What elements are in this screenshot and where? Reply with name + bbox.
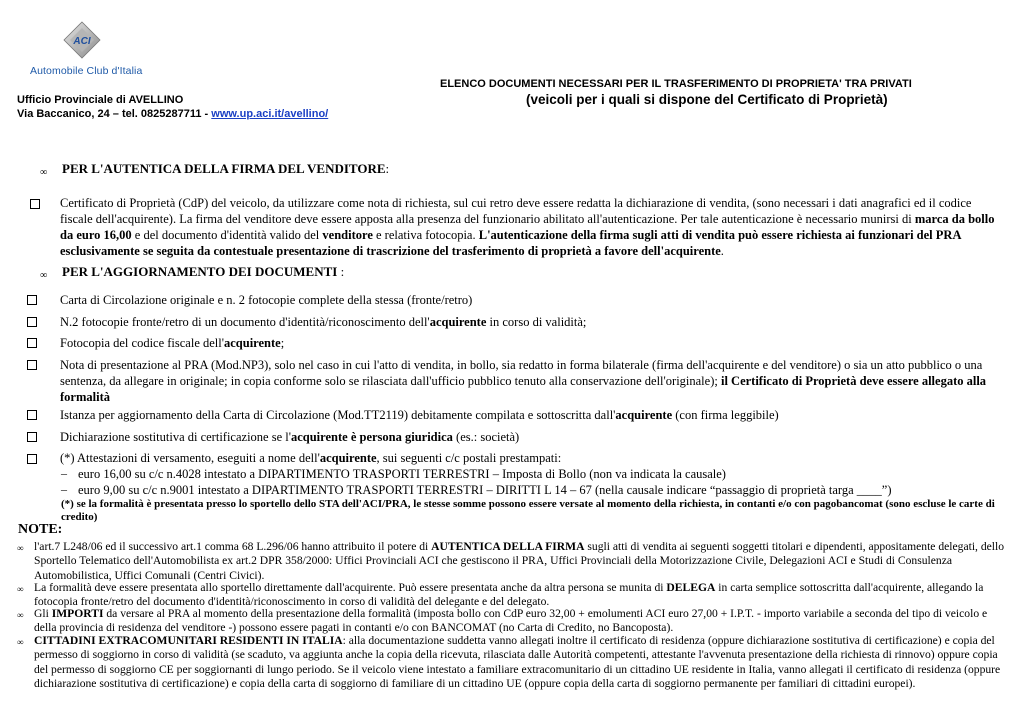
note-delega: La formalità deve essere presentata allo sportello direttamente dall'acquirente. Può essere presentata anche da altra persona se munita di DELEGA in carta semplice sottoscritta dall'acquirente, allegando la fotocopia fronte/retro del documento d'identità/riconoscimento in corso di validità del delegante e del delegato.	[34, 581, 984, 609]
note-importi: Gli IMPORTI da versare al PRA al momento della presentazione della formalità (imposta bollo con CdP euro 32,00 + emolumenti ACI euro 27,00 + I.P.T. - importo variabile a seconda del tipo di veicolo e della provincia di residenza del venditore -) possono essere pagati in contanti e/o con BANCOMAT (no Carta di Credito, no Bancoposta).	[34, 607, 988, 635]
document-subtitle: (veicoli per i quali si dispone del Certificato di Proprietà)	[526, 92, 888, 107]
document-title: ELENCO DOCUMENTI NECESSARI PER IL TRASFERIMENTO DI PROPRIETA' TRA PRIVATI	[440, 78, 912, 90]
bullet-icon: ∞	[17, 543, 24, 553]
bullet-icon: ∞	[17, 610, 24, 620]
website-link[interactable]: www.up.aci.it/avellino/	[211, 108, 329, 120]
logo-caption: Automobile Club d'Italia	[30, 65, 143, 77]
item-attestazioni-versamento: (*) Attestazioni di versamento, eseguiti a nome dell'acquirente, sui seguenti c/c postali prestampati:	[60, 451, 562, 465]
office-name: Ufficio Provinciale di AVELLINO	[17, 94, 184, 106]
item-nota-presentazione: Nota di presentazione al PRA (Mod.NP3), solo nel caso in cui l'atto di vendita, in bollo, sia redatto in forma bilaterale (firma dell'acquirente e del venditore) o sia un atto pubblico o una sentenza, da allegare in originale; in copia conforme solo se rilasciata dall'ufficio pubblico tenuto alla conservazione dell'originale); il Certificato di Proprietà deve essere allegato alla formalità	[60, 358, 987, 404]
note-autentica: l'art.7 L248/06 ed il successivo art.1 comma 68 L.296/06 hanno attribuito il potere di AUTENTICA DELLA FIRMA sugli atti di vendita ai seguenti soggetti titolari e dipendenti, appositamente delegati, dello Sportello Telematico dell'Automobilista ex art.2 DPR 358/2000: Uffici Provinciali ACI che gestiscono il PRA, Uffici Provinciali della Motorizzazione Civile, Delegazioni ACI e Studi di Consulenza Automobilistica, Uffici Comunali (Centri Civici).	[34, 540, 1005, 582]
dash-marker: –	[61, 482, 67, 496]
notes-title: NOTE:	[18, 522, 63, 537]
item-carta-circolazione: Carta di Circolazione originale e n. 2 fotocopie complete della stessa (fronte/retro)	[60, 293, 473, 307]
section-heading-aggiornamento: PER L'AGGIORNAMENTO DEI DOCUMENTI :	[62, 264, 345, 279]
note-cittadini-extracomunitari: CITTADINI EXTRACOMUNITARI RESIDENTI IN ITALIA: alla documentazione suddetta vanno allegati inoltre il certificato di residenza (oppure dichiarazione sostitutiva di certificazione) e copia del permesso di soggiorno in corso di validità (se scaduto, va aggiunta anche la copia della ricevuta, rilasciata dalle Autorità competenti, attestante l'avvenuta presentazione della richiesta di rinnovo) oppure copia del permesso di soggiorno CE per soggiornanti di lungo periodo. Se il veicolo viene intestato a familiare extracomunitario di un cittadino UE residente in Italia, vanno allegati il certificato di residenza (oppure dichiarazione sostitutiva di certificazione) e copia della carta di soggiorno di familiare di un cittadino UE (oppure copia della carta di soggiorno permanente per familiari di cittadini europei).	[34, 634, 1001, 690]
svg-text:ACI: ACI	[73, 36, 91, 47]
item-dichiarazione-sostitutiva: Dichiarazione sostitutiva di certificazione se l'acquirente è persona giuridica (es.: società)	[60, 430, 520, 444]
section-heading-autentica: PER L'AUTENTICA DELLA FIRMA DEL VENDITORE:	[62, 161, 390, 176]
payment-bollo: euro 16,00 su c/c n.4028 intestato a DIPARTIMENTO TRASPORTI TERRESTRI – Imposta di Bollo (non va indicata la causale)	[78, 467, 726, 481]
checkbox-icon	[27, 410, 37, 420]
item-istanza-aggiornamento: Istanza per aggiornamento della Carta di Circolazione (Mod.TT2119) debitamente compilata e sottoscritta dall'acquirente (con firma leggibile)	[60, 408, 779, 422]
checkbox-icon	[27, 295, 37, 305]
bullet-icon: ∞	[40, 270, 48, 281]
checkbox-icon	[27, 338, 37, 348]
aci-diamond-icon	[22, 20, 152, 68]
payment-footnote: (*) se la formalità è presentata presso lo sportello dello STA dell'ACI/PRA, le stesse somme possono essere versate al momento della richiesta, in contanti e/o con pagobancomat (sono escluse le carte di credito)	[61, 498, 995, 523]
bullet-icon: ∞	[40, 167, 48, 178]
address-text: Via Baccanico, 24 – tel. 0825287711 -	[17, 108, 212, 120]
bullet-icon: ∞	[17, 637, 24, 647]
payment-diritti: euro 9,00 su c/c n.9001 intestato a DIPARTIMENTO TRASPORTI TERRESTRI – DIRITTI L 14 – 67 (nella causale indicare “passaggio di proprietà targa ____”)	[78, 483, 892, 497]
checkbox-icon	[27, 317, 37, 327]
checkbox-icon	[30, 199, 40, 209]
checkbox-icon	[27, 432, 37, 442]
checkbox-icon	[27, 454, 37, 464]
item-documento-identita: N.2 fotocopie fronte/retro di un documento d'identità/riconoscimento dell'acquirente in corso di validità;	[60, 315, 587, 329]
item-certificato-proprieta: Certificato di Proprietà (CdP) del veicolo, da utilizzare come nota di richiesta, sul cui retro deve essere redatta la dichiarazione di vendita, (sono necessari i dati anagrafici ed il codice fiscale dell'acquirente). La firma del venditore deve essere apposta alla presenza del funzionario abilitato all'autenticazione. Per tale autenticazione è necessario munirsi di marca da bollo da euro 16,00 e del documento d'identità valido del venditore e relativa fotocopia. L'autenticazione della firma sugli atti di vendita può essere richiesta ai funzionari del PRA esclusivamente se seguita da contestuale presentazione di trascrizione del trasferimento di proprietà a favore dell'acquirente.	[60, 196, 995, 258]
item-codice-fiscale: Fotocopia del codice fiscale dell'acquirente;	[60, 336, 285, 350]
bullet-icon: ∞	[17, 584, 24, 594]
office-address	[17, 108, 328, 120]
checkbox-icon	[27, 360, 37, 370]
dash-marker: –	[61, 466, 67, 480]
